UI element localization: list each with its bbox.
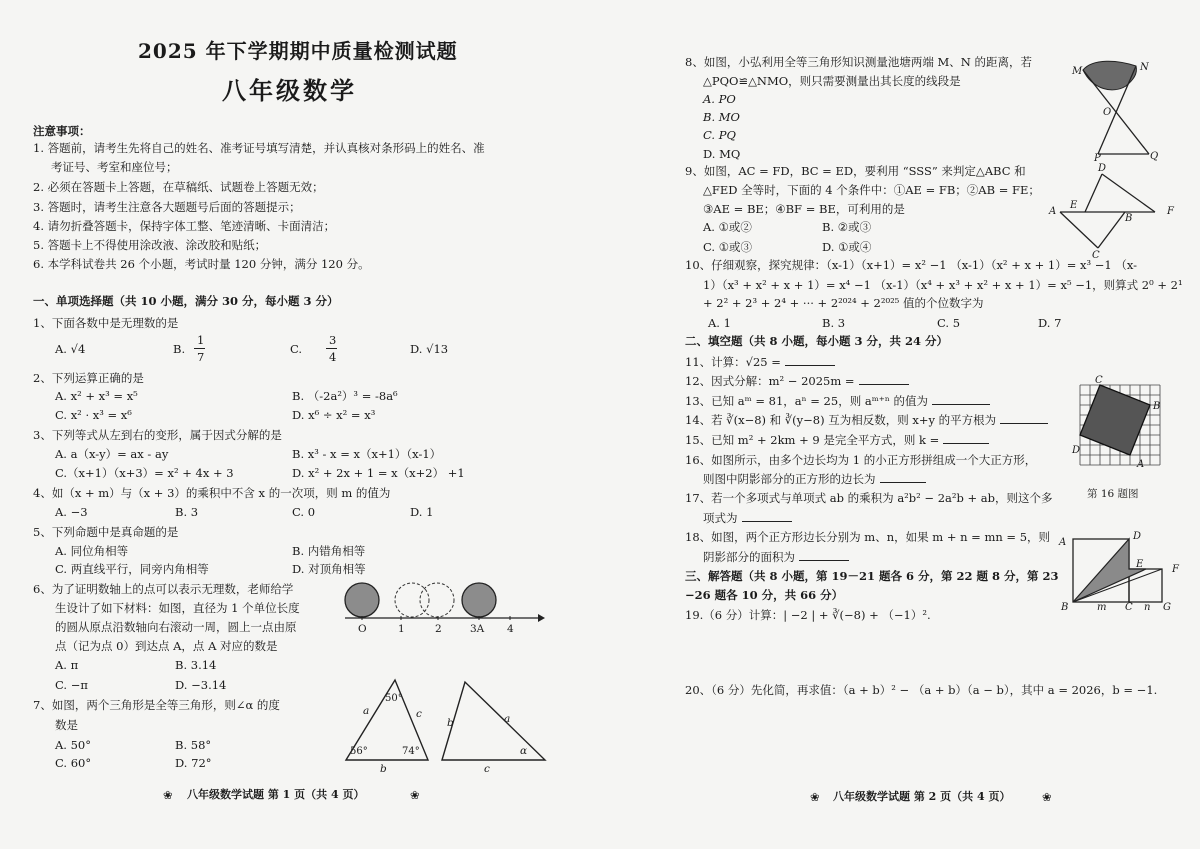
option-d: D. 对顶角相等 [292,562,366,576]
side-label: n [1144,602,1151,613]
option-b: B. 3.14 [175,658,217,672]
fill-question [685,394,990,408]
note-line: 4. 请勿折叠答题卡，保持字体工整、笔迹清晰、卡面清洁； [33,219,336,233]
question-stem-line: 数是 [55,718,78,732]
pond-figure [1078,58,1168,158]
option-a: A. −3 [55,505,88,519]
fraction-denominator: 4 [329,350,337,364]
fraction-bar [194,348,205,349]
question-stem-line: + 2² + 2³ + 2⁴ + ··· + 2²⁰²⁴ + 2²⁰²⁵ 值的个位数字为 [703,296,984,310]
point-label: D [1098,163,1107,174]
option-a: A. 50° [55,738,91,752]
question-stem-line: 点（记为点 0）到达点 A，点 A 对应的数是 [55,639,278,653]
question-stem: 19.（6 分）计算：| −2 | + ∛(−8) + （−1）². [685,608,931,622]
option-c: C. 0 [292,505,316,519]
two-squares-figure [1068,532,1173,607]
point-label: D [1072,445,1081,456]
question-stem-line: 1）（x³ + x² + x + 1）= x⁴ −1 （x-1）（x⁴ + x³ + x² + x + 1）= x⁵ −1，则算式 2⁰ + 2¹ [703,278,1183,292]
option-c: C. 5 [937,316,961,330]
point-label: E [1136,559,1144,570]
grid-square-figure [1080,385,1160,465]
answer-blank[interactable] [932,404,990,405]
answer-blank[interactable] [799,560,849,561]
answer-blank[interactable] [880,482,926,483]
question-stem-line: 的圆从原点沿数轴向右滚动一周，圆上一点由原 [55,620,297,634]
fill-question [703,511,792,525]
flower-icon: ❀ [163,788,173,802]
section-heading: −26 题各 10 分，共 66 分） [685,588,844,602]
note-line: 考证号、考室和座位号； [51,160,178,174]
answer-blank[interactable] [859,384,909,385]
point-label: N [1140,62,1149,73]
point-label: B [1153,401,1161,412]
axis-label: 2 [435,623,442,635]
side-label: b [447,717,454,729]
question-text: 14、若 ∛(x−8) 和 ∛(y−8) 互为相反数，则 x+y 的平方根为 [685,413,997,427]
point-label: B [1125,213,1133,224]
question-stem: 4、如（x + m）与（x + 3）的乘积中不含 x 的一次项，则 m 的值为 [33,486,391,500]
question-stem-line: 17、若一个多项式与单项式 ab 的乘积为 a²b² − 2a²b + ab，则这个多 [685,491,1053,505]
point-label: G [1163,602,1171,613]
question-text: 15、已知 m² + 2km + 9 是完全平方式，则 k = [685,433,940,447]
point-label: C [1095,375,1103,386]
fraction-bar [326,348,337,349]
question-text: 阴影部分的面积为 [703,550,795,564]
question-stem-line: △PQO≌△NMO，则只需要测量出其长度的线段是 [703,74,961,88]
option-c: C. x² · x³ = x⁶ [55,408,132,422]
point-label: F [1172,564,1179,575]
option-b: B. ②或③ [822,220,872,234]
point-label: A [1059,537,1067,548]
note-line: 6. 本学科试卷共 26 个小题，考试时量 120 分钟，满分 120 分。 [33,257,370,271]
fraction-numerator: 3 [329,333,337,347]
point-label: B [1061,602,1069,613]
question-stem-line: 9、如图，AC = FD，BC = ED，要利用 “SSS” 来判定△ABC 和 [685,164,1026,178]
point-label: Q [1150,151,1159,162]
section-heading: 二、填空题（共 8 小题，每小题 3 分，共 24 分） [685,334,949,348]
fill-question [685,355,835,369]
question-stem: 20、（6 分）先化简，再求值：（a + b）² − （a + b）（a − b），其中 a = 2026，b = −1. [685,683,1158,697]
flower-icon: ❀ [810,790,820,804]
option-c: C. −π [55,678,88,692]
option-b: B. x³ - x = x（x+1）（x-1） [292,447,442,461]
side-label: c [416,708,422,720]
question-text: 项式为 [703,511,738,525]
option-a: A. 同位角相等 [55,544,129,558]
side-label: a [504,713,511,725]
question-text: 13、已知 aᵐ = 81，aⁿ = 25，则 aᵐ⁺ⁿ 的值为 [685,394,928,408]
figure-caption: 第 16 题图 [1087,488,1139,500]
note-line: 1. 答题前，请考生先将自己的姓名、准考证号填写清楚，并认真核对条形码上的姓名、准 [33,141,485,155]
option-c-label: C. [290,342,303,356]
question-stem-line: 6、为了证明数轴上的点可以表示无理数，老师给学 [33,582,294,596]
fill-question [703,550,849,564]
option-c: C. PQ [703,128,736,142]
question-stem: 3、下列等式从左到右的变形，属于因式分解的是 [33,428,282,442]
option-c: C. 60° [55,756,92,770]
rolling-circle-figure [340,580,550,640]
angle-alpha-label: α [520,745,528,757]
flower-icon: ❀ [410,788,420,802]
point-label: E [1070,200,1078,211]
question-stem: 5、下列命题中是真命题的是 [33,525,179,539]
answer-blank[interactable] [943,443,989,444]
question-text: 11、计算：√25 = [685,355,781,369]
fill-question [685,374,909,388]
option-c: C. ①或③ [703,240,753,254]
side-label: a [363,705,370,717]
page-footer: 八年级数学试题 第 2 页（共 4 页） [833,790,1011,803]
point-label: C [1125,602,1133,613]
point-label: M [1072,66,1083,77]
fraction-numerator: 1 [197,333,205,347]
option-d: D. MQ [703,147,741,161]
exam-title: 2025 年下学期期中质量检测试题 [138,39,458,63]
note-line: 5. 答题卡上不得使用涂改液、涂改胶和贴纸； [33,238,267,252]
axis-label: 1 [398,623,405,635]
option-b-label: B. [173,342,186,356]
option-d: D. √13 [410,342,449,356]
page-footer: 八年级数学试题 第 1 页（共 4 页） [187,788,365,801]
option-d: D. 72° [175,756,212,770]
notes-heading: 注意事项： [33,124,91,138]
axis-label: 3A [470,623,485,635]
exam-subject: 八年级数学 [222,77,357,105]
option-a: A. 1 [708,316,731,330]
option-d: D. 1 [410,505,434,519]
fraction-denominator: 7 [197,350,205,364]
question-stem-line: 10、仔细观察，探究规律：（x-1）（x+1）= x² −1 （x-1）（x² + x + 1）= x³ −1 （x- [685,258,1138,272]
option-d: D. x⁶ ÷ x² = x³ [292,408,376,422]
question-stem-line: △FED 全等时，下面的 4 个条件中：①AE = FB；②AB = FE； [703,183,1040,197]
option-a: A. a（x-y）= ax - ay [55,447,169,461]
note-line: 2. 必须在答题卡上答题，在草稿纸、试题卷上答题无效； [33,180,324,194]
point-label: A [1137,459,1145,470]
option-c: C. 两直线平行，同旁内角相等 [55,562,209,576]
option-d: D. ①或④ [822,240,872,254]
flower-icon: ❀ [1042,790,1052,804]
answer-blank[interactable] [1000,423,1048,424]
angle-label: 56° [350,746,368,757]
point-label: D [1133,531,1142,542]
axis-label: O [358,623,367,635]
question-stem-line: 生设计了如下材料：如图，直径为 1 个单位长度 [55,601,300,615]
option-c: C.（x+1）（x+3）= x² + 4x + 3 [55,466,234,480]
option-d: D. 7 [1038,316,1062,330]
answer-blank[interactable] [742,521,792,522]
question-text: 12、因式分解：m² − 2025m = [685,374,855,388]
option-b: B. MO [703,110,740,124]
option-b: B. 58° [175,738,212,752]
question-stem: 2、下列运算正确的是 [33,371,144,385]
option-d: D. −3.14 [175,678,227,692]
option-a: A. √4 [55,342,86,356]
question-stem-line: 16、如图所示，由多个边长均为 1 的小正方形拼组成一个大正方形， [685,453,1037,467]
point-label: C [1092,250,1100,261]
question-stem-line: ③AE = BE；④BF = BE，可利用的是 [703,202,905,216]
point-label: O [1103,107,1112,118]
fill-question [685,433,989,447]
option-a: A. ①或② [703,220,752,234]
answer-blank[interactable] [785,365,835,366]
option-d: D. x² + 2x + 1 = x（x+2） +1 [292,466,465,480]
side-label: c [484,763,490,775]
point-label: A [1049,206,1057,217]
option-a: A. x² + x³ = x⁵ [55,389,138,403]
axis-label: 4 [507,623,514,635]
option-b: B. 3 [175,505,199,519]
question-stem-line: 8、如图，小弘利用全等三角形知识测量池塘两端 M、N 的距离，若 [685,55,1032,69]
exam-page-2 [600,0,1200,849]
option-a: A. PO [703,92,736,106]
option-b: B. 3 [822,316,846,330]
point-label: F [1167,206,1174,217]
section-heading: 三、解答题（共 8 小题，第 19－21 题各 6 分，第 22 题 8 分，第 23 [685,569,1059,583]
option-b: B. （-2a²）³ = -8a⁶ [292,389,398,403]
note-line: 3. 答题时，请考生注意各大题题号后面的答题提示； [33,200,301,214]
fill-question [685,413,1048,427]
question-stem-line: 18、如图，两个正方形边长分别为 m、n，如果 m + n = mn = 5，则 [685,530,1051,544]
question-text: 则图中阴影部分的正方形的边长为 [703,472,876,486]
option-a: A. π [55,658,79,672]
point-label: P [1094,153,1101,164]
option-b: B. 内错角相等 [292,544,366,558]
section-heading: 一、单项选择题（共 10 小题，满分 30 分，每小题 3 分） [33,294,339,308]
angle-label: 74° [402,746,420,757]
side-label: m [1097,602,1107,613]
side-label: b [380,763,387,775]
question-stem-line: 7、如图，两个三角形是全等三角形，则∠α 的度 [33,698,280,712]
question-stem: 1、下面各数中是无理数的是 [33,316,179,330]
fill-question [703,472,926,486]
angle-label: 50° [385,693,403,704]
